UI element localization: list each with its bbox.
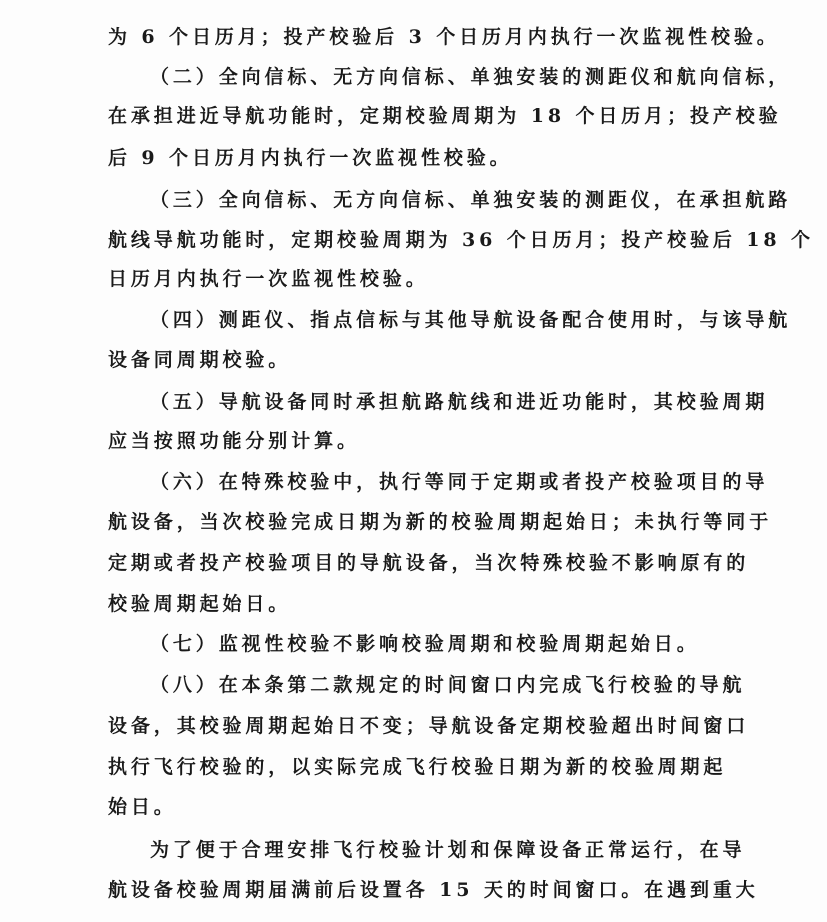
- text-line: 在承担进近导航功能时，定期校验周期为 18 个日历月；投产校验: [108, 105, 782, 127]
- text-line: （六）在特殊校验中，执行等同于定期或者投产校验项目的导: [150, 471, 769, 493]
- text-line: 执行飞行校验的，以实际完成飞行校验日期为新的校验周期起: [108, 756, 727, 778]
- text-line: 应当按照功能分别计算。: [108, 430, 360, 452]
- text-line: 校验周期起始日。: [108, 593, 292, 615]
- text-line: 始日。: [108, 796, 177, 818]
- text-line: 设备同周期校验。: [108, 349, 292, 371]
- text-line: 日历月内执行一次监视性校验。: [108, 268, 429, 290]
- text-line: （八）在本条第二款规定的时间窗口内完成飞行校验的导航: [150, 674, 746, 696]
- text-line: 航线导航功能时，定期校验周期为 36 个日历月；投产校验后 18 个: [108, 229, 814, 251]
- text-line: 航设备，当次校验完成日期为新的校验周期起始日；未执行等同于: [108, 511, 773, 533]
- text-line: （四）测距仪、指点信标与其他导航设备配合使用时，与该导航: [150, 309, 792, 331]
- text-line: （三）全向信标、无方向信标、单独安装的测距仪，在承担航路: [150, 189, 792, 211]
- text-line: 后 9 个日历月内执行一次监视性校验。: [108, 147, 513, 169]
- text-line: 为 6 个日历月；投产校验后 3 个日历月内执行一次监视性校验。: [108, 26, 780, 48]
- text-line: （七）监视性校验不影响校验周期和校验周期起始日。: [150, 633, 700, 655]
- text-line: 航设备校验周期届满前后设置各 15 天的时间窗口。在遇到重大: [108, 879, 759, 901]
- text-line: 定期或者投产校验项目的导航设备，当次特殊校验不影响原有的: [108, 552, 750, 574]
- text-line: 为了便于合理安排飞行校验计划和保障设备正常运行，在导: [150, 839, 746, 861]
- text-line: （五）导航设备同时承担航路航线和进近功能时，其校验周期: [150, 391, 769, 413]
- text-line: （二）全向信标、无方向信标、单独安装的测距仪和航向信标，: [150, 66, 792, 88]
- text-line: 设备，其校验周期起始日不变；导航设备定期校验超出时间窗口: [108, 715, 750, 737]
